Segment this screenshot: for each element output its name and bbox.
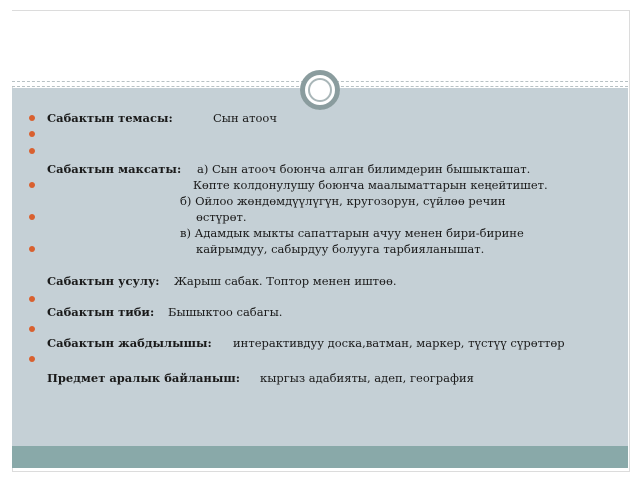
bullet-icon — [29, 356, 35, 362]
bullet-icon — [29, 131, 35, 137]
equipment-label: Сабактын жабдылышы: — [47, 336, 212, 350]
equipment-value: интерактивдуу доска,ватман, маркер, түстүү сүрөттөр — [233, 336, 565, 350]
bullet-icon — [29, 182, 35, 188]
bullet-icon — [29, 115, 35, 121]
goal-line-a2: Көпте колдонулушу боюнча маалыматтарын кеңейтишет. — [193, 178, 548, 192]
bullet-icon — [29, 246, 35, 252]
theme-value: Сын атооч — [213, 111, 277, 125]
bullet-icon — [29, 148, 35, 154]
bullet-icon — [29, 326, 35, 332]
ring-ornament-icon — [300, 70, 340, 110]
interdisciplinary-value: кыргыз адабияты, адеп, география — [260, 371, 474, 385]
goal-line-c2: кайрымдуу, сабырдуу болууга тарбияланышат. — [196, 242, 485, 256]
footer-bar — [12, 446, 628, 468]
method-label: Сабактын усулу: — [47, 274, 160, 288]
interdisciplinary-label: Предмет аралык байланыш: — [47, 371, 240, 385]
content-panel — [12, 88, 628, 446]
bullet-icon — [29, 296, 35, 302]
goal-line-b1: б) Ойлоо жөндөмдүүлүгүн, кругозорун, сүйлөө речин — [180, 194, 506, 208]
type-value: Бышыктоо сабагы. — [168, 305, 283, 319]
ring-inner — [308, 78, 332, 102]
theme-label: Сабактын темасы: — [47, 111, 173, 125]
goal-line-b2: өстүрөт. — [196, 210, 247, 224]
method-value: Жарыш сабак. Топтор менен иштөө. — [174, 274, 397, 288]
goal-label: Сабактын максаты: — [47, 162, 182, 176]
goal-line-a: а) Сын атооч боюнча алган билимдерин бышыкташат. — [197, 162, 531, 176]
type-label: Сабактын тиби: — [47, 305, 155, 319]
bullet-icon — [29, 214, 35, 220]
goal-line-c1: в) Адамдык мыкты сапаттарын ачуу менен бири-бирине — [180, 226, 524, 240]
